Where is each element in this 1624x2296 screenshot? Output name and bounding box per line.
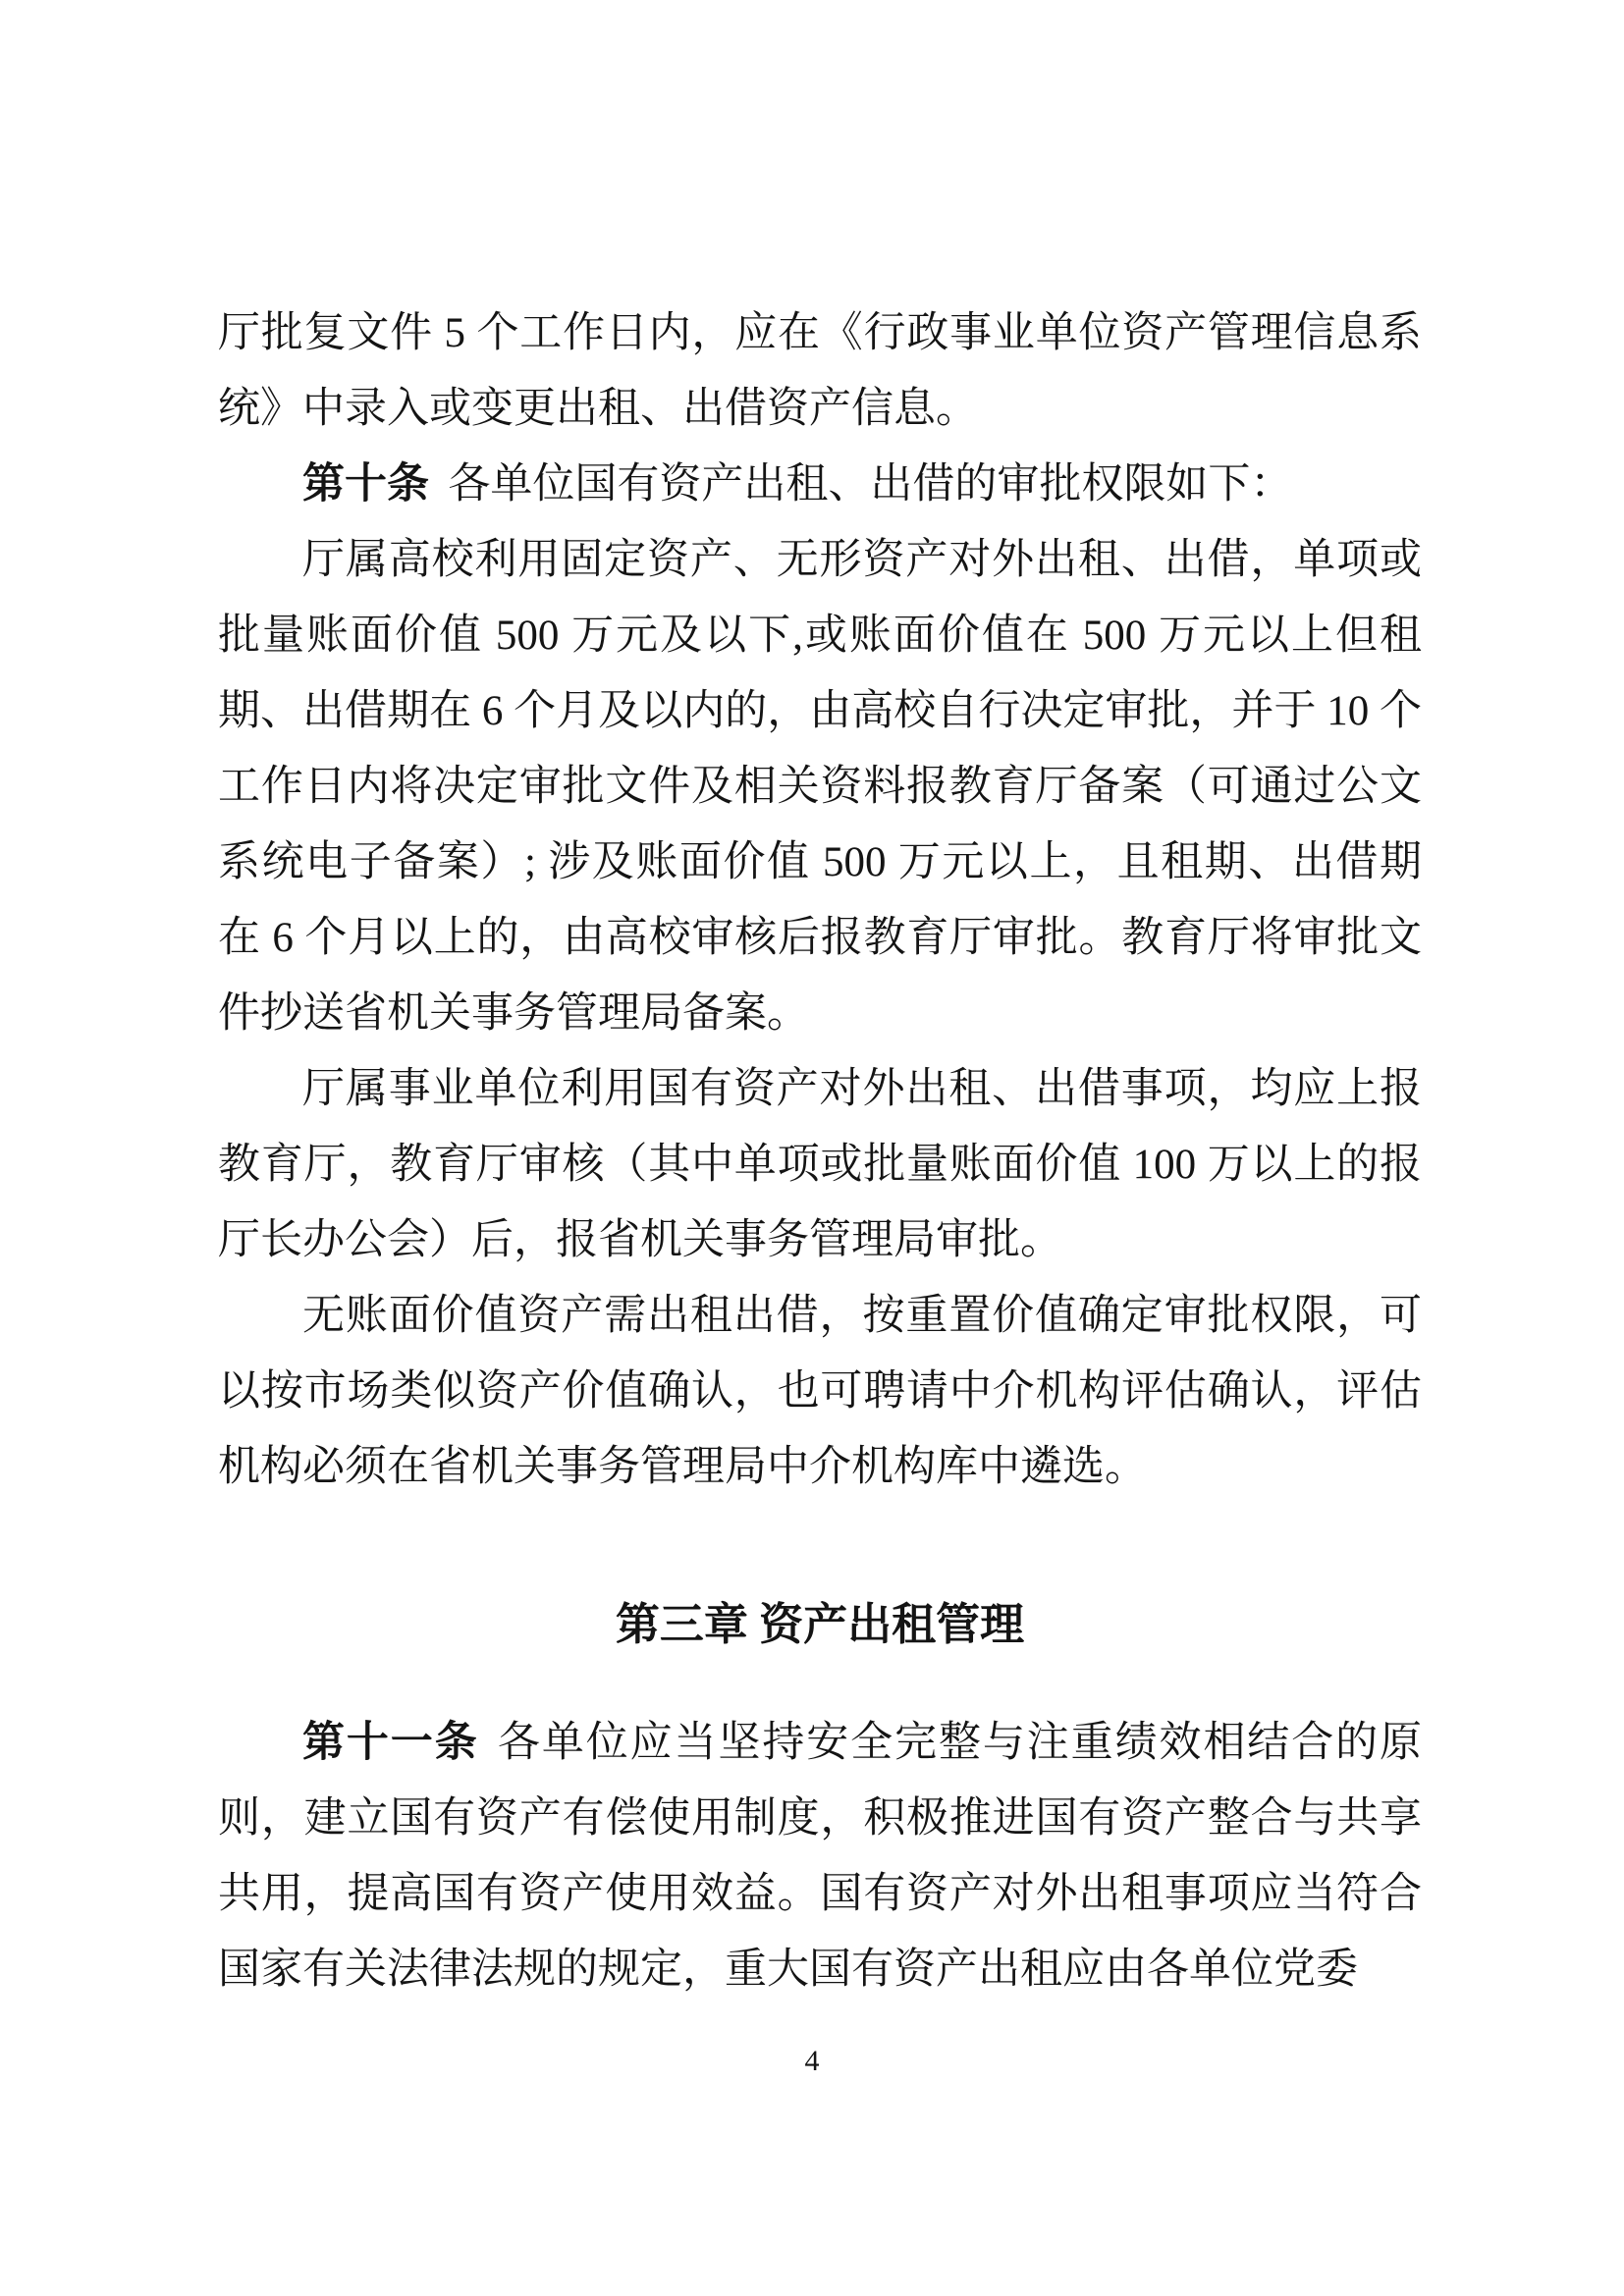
chapter-3-heading: 第三章 资产出租管理 [615,1600,1025,1649]
article-11-text: 各单位应当坚持安全完整与注重绩效相结合的原则，建立国有资产有偿使用制度，积极推进国有资产整合与共享共用，提高国有资产使用效益。国有资产对外出租事项应当符合国家有关法律法规的规定，重大国有资产出租应由各单位党委 [218,1720,1422,1993]
article-10-text: 各单位国有资产出租、出借的审批权限如下： [448,461,1293,507]
article-10-number: 第十条 [302,461,429,507]
paragraph-institutions-approval: 厅属事业单位利用国有资产对外出租、出借事项，均应上报教育厅，教育厅审核（其中单项或批量账面价值 100 万以上的报厅长办公会）后，报省机关事务管理局审批。 [218,1066,1422,1263]
page-number: 4 [804,2045,820,2077]
paragraph-no-book-value: 无账面价值资产需出租出借，按重置价值确定审批权限，可以按市场类似资产价值确认，也可聘请中介机构评估确认，评估机构必须在省机关事务管理局中介机构库中遴选。 [218,1293,1422,1490]
article-10-clause [218,447,1422,522]
paragraph-universities-approval: 厅属高校利用固定资产、无形资产对外出租、出借，单项或批量账面价值 500 万元及以下,或账面价值在 500 万元以上但租期、出借期在 6 个月及以内的，由高校自行决定审批，并于 10 个工作日内将决定审批文件及相关资料报教育厅备案（可通过公文系统电子备案）; 涉及账面价值 500 万元以上，且租期、出借期在 6 个月以上的，由高校审核后报教育厅审批。教育厅将审批文件抄送省机关事务管理局备案。 [218,537,1422,1037]
text-block [218,295,1422,2007]
article-11-clause [218,1705,1422,2007]
article-11-number: 第十一条 [302,1720,479,1766]
paragraph-continuation: 厅批复文件 5 个工作日内，应在《行政事业单位资产管理信息系统》中录入或变更出租、出借资产信息。 [218,310,1422,432]
